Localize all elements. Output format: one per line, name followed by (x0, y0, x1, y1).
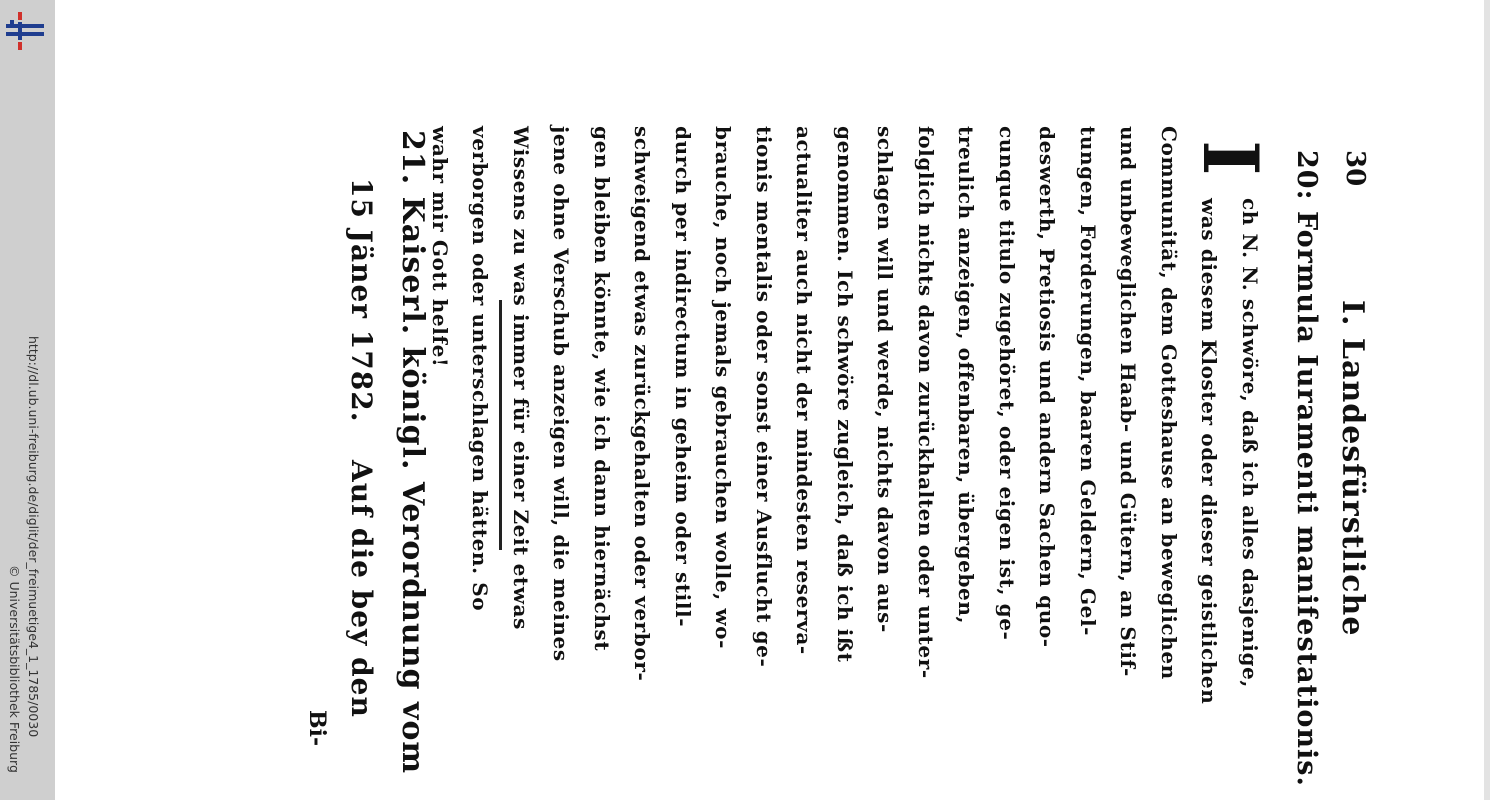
copyright-notice: © Universitätsbibliothek Freiburg (7, 565, 22, 773)
body-line: deswerth, Pretiosis und andern Sachen quo- (1035, 126, 1060, 648)
scanned-page (190, 120, 1370, 810)
next-section-date: 15 Jäner 1782. (345, 178, 378, 423)
body-line: actualiter auch nicht der mindesten reserva- (792, 126, 817, 655)
body-line: und unbeweglichen Haab- und Gütern, an Stif- (1116, 126, 1141, 677)
body-line: Communität, dem Gotteshause an beweglichen (1157, 126, 1181, 680)
source-url[interactable]: http://dl.ub.uni-freiburg.de/diglit/der_freimuetige4_1_1785/0030 (26, 336, 41, 738)
next-section-heading: 21. Kaiserl. königl. Verordnung vom (395, 130, 430, 775)
drop-cap: I (1186, 140, 1275, 176)
body-line: ch N. N. schwöre, daß ich alles dasjenige, (1238, 198, 1262, 688)
viewer-right-edge (1484, 0, 1490, 800)
body-line: durch per indirectum in geheim oder still- (671, 126, 695, 628)
body-line: brauche, noch jemals gebrauchen wolle, wo- (711, 126, 736, 649)
body-line: was diesem Kloster oder dieser geistlichen (1197, 198, 1222, 705)
body-line: jene ohne Verschub anzeigen will, die meines (549, 126, 574, 662)
body-line: genommen. Ich schwöre zugleich, daß ich ißt (833, 126, 857, 663)
body-line: schweigend etwas zurückgehalten oder verbor- (630, 126, 655, 682)
body-line: gen bleiben könnte, wie ich dann hiernächst (590, 126, 614, 652)
next-section-text: Auf die bey den (345, 460, 378, 718)
body-line: Wissens zu was immer für einer Zeit etwas (509, 126, 533, 630)
section-heading: 20: Formula Iuramenti manifestationis. (1291, 150, 1322, 787)
body-line: tionis mentalis oder sonst einer Ausflucht ge- (752, 126, 776, 668)
body-line: treulich anzeigen, offenbaren, übergeben, (954, 126, 979, 625)
body-line: schlagen will und werde, nichts davon aus- (873, 126, 898, 633)
body-line: wahr mir Gott helfe! (428, 126, 452, 368)
body-line: tungen, Forderungen, baaren Geldern, Gel- (1076, 126, 1100, 637)
catchword: Bi- (304, 710, 330, 747)
body-line: folglich nichts davon zurückhalten oder unter- (914, 126, 938, 679)
body-line: verborgen oder unterschlagen hätten. So (468, 126, 493, 612)
section-divider (499, 300, 502, 550)
viewer-sidebar (0, 0, 55, 800)
page-number: 30 (1340, 150, 1370, 187)
university-logo-icon[interactable] (4, 8, 46, 52)
body-line: cunque titulo zugehöret, oder eigen ist, ge- (995, 126, 1019, 641)
running-head: I. Landesfürstliche (1335, 300, 1370, 637)
